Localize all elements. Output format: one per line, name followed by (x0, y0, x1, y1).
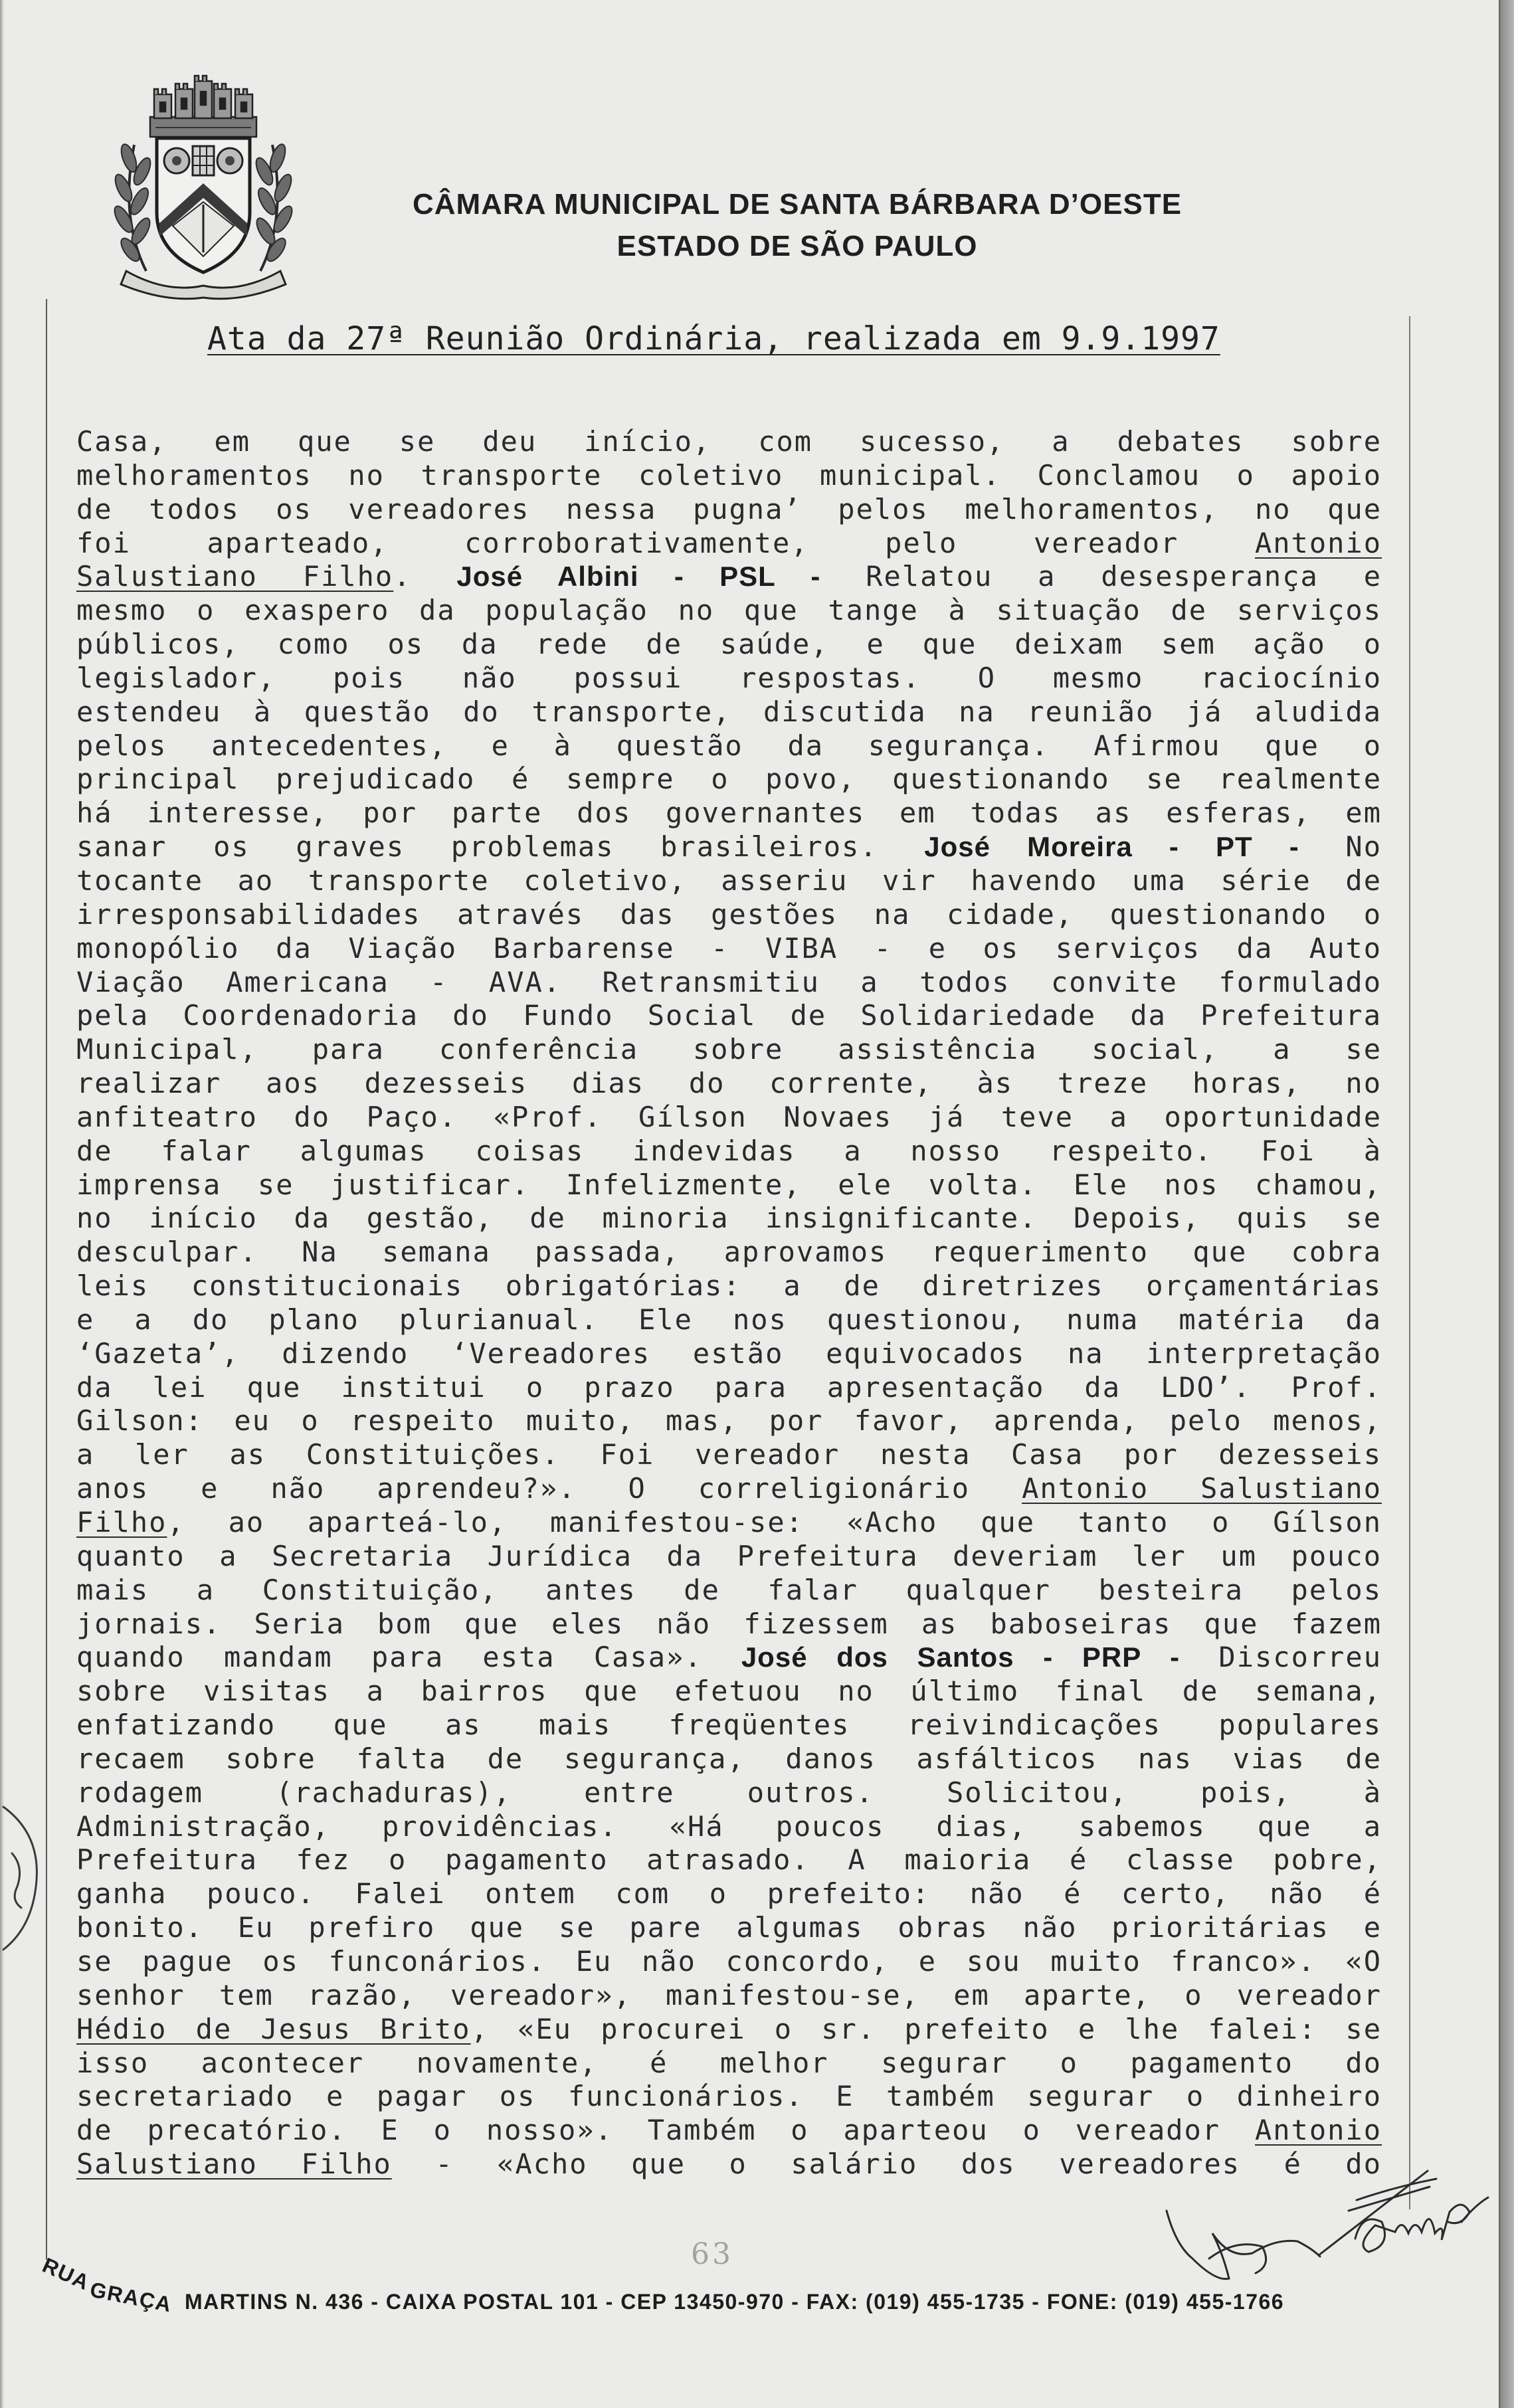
body-line (76, 2047, 1382, 2081)
line-text: rodagem (rachaduras), entre outros. Solicitou, pois, à (76, 1776, 1382, 1809)
line-text: no início da gestão, de minoria insignificante. Depois, quis se (76, 1202, 1382, 1235)
line-text: públicos, como os da rede de saúde, e que deixam sem ação o (76, 628, 1382, 661)
line-text: tocante ao transporte coletivo, asseriu vir havendo uma série de (76, 864, 1382, 897)
body-line (76, 932, 1382, 966)
page-edge-left (0, 0, 4, 2408)
left-margin-rule (46, 299, 47, 2260)
body-line (76, 1675, 1382, 1709)
line-text: Prefeitura fez o pagamento atrasado. A maioria é classe pobre, (76, 1843, 1382, 1877)
coat-of-arms-logo (100, 72, 307, 301)
body-line (76, 1404, 1382, 1438)
line-text: há interesse, por parte dos governantes em todas as esferas, em (76, 796, 1382, 830)
body-line (76, 1168, 1382, 1202)
body-line (76, 1303, 1382, 1337)
line-text: a ler as Constituições. Foi vereador nesta Casa por dezesseis (76, 1438, 1382, 1471)
body-line (76, 1608, 1382, 1641)
underlined-name: Salustiano Filho (76, 560, 394, 593)
underlined-name: Salustiano Filho (76, 2148, 392, 2181)
left-branch (111, 142, 153, 271)
body-line (76, 459, 1382, 493)
body-line (76, 1742, 1382, 1776)
body-line (76, 1540, 1382, 1574)
body-line (76, 763, 1382, 796)
line-text: leis constitucionais obrigatórias: a de diretrizes orçamentárias (76, 1269, 1382, 1303)
body-line (76, 1337, 1382, 1371)
body-line (76, 729, 1382, 763)
line-text: Relatou a desesperança e (820, 560, 1382, 593)
body-line (76, 966, 1382, 1000)
handwritten-signature (1129, 2159, 1501, 2312)
state-name: ESTADO DE SÃO PAULO (616, 230, 978, 262)
body-line (76, 898, 1382, 932)
body-line (76, 1472, 1382, 1506)
body-line (76, 2013, 1382, 2047)
line-text: , ao aparteá-lo, manifestou-se: «Acho que tanto o Gílson (167, 1506, 1382, 1538)
body-line (76, 628, 1382, 662)
line-text: Municipal, para conferência sobre assistência social, a se (76, 1033, 1382, 1066)
body-line (76, 1945, 1382, 1979)
mural-crown (150, 76, 256, 137)
right-branch (253, 142, 296, 271)
speaker-name: José Albini - PSL - (456, 561, 821, 593)
underlined-name: Antonio (1254, 2114, 1382, 2147)
line-text: Viação Americana - AVA. Retransmitiu a todos convite formulado (76, 965, 1382, 998)
line-text: sanar os graves problemas brasileiros. (76, 830, 925, 864)
line-text: bonito. Eu prefiro que se pare algumas obras não prioritárias e (76, 1911, 1382, 1944)
line-text: realizar aos dezesseis dias do corrente, às treze horas, no (76, 1067, 1382, 1100)
line-text: anos e não aprendeu?». O correligionário (76, 1472, 1022, 1505)
body-line (76, 662, 1382, 695)
line-text: ganha pouco. Falei ontem com o prefeito: não é certo, não é (76, 1877, 1382, 1910)
body-line (76, 1810, 1382, 1844)
underlined-name: Hédio de Jesus Brito (76, 2012, 471, 2045)
body-line (76, 1877, 1382, 1911)
body-line (76, 594, 1382, 628)
body-line (76, 527, 1382, 561)
speaker-name: José dos Santos - PRP - (741, 1641, 1181, 1673)
line-text: senhor tem razão, vereador», manifestou-se, em aparte, o vereador (76, 1978, 1382, 2011)
body-line (76, 1776, 1382, 1810)
signature-stroke (1355, 2197, 1488, 2252)
document-title: Ata da 27ª Reunião Ordinária, realizada em 9.9.1997 (207, 320, 1220, 357)
body-line (76, 1506, 1382, 1540)
line-text: imprensa se justificar. Infelizmente, ele volta. Ele nos chamou, (76, 1168, 1382, 1201)
line-text: isso acontecer novamente, é melhor segurar o pagamento do (76, 2046, 1382, 2079)
minutes-body (76, 425, 1382, 2181)
line-text: Gilson: eu o respeito muito, mas, por favor, aprenda, pelo menos, (76, 1404, 1382, 1437)
line-text: melhoramentos no transporte coletivo municipal. Conclamou o apoio (76, 458, 1382, 492)
body-line (76, 864, 1382, 898)
body-line (76, 2080, 1382, 2114)
line-text: principal prejudicado é sempre o povo, questionando se realmente (76, 763, 1382, 796)
line-text: mais a Constituição, antes de falar qualquer besteira pelos (76, 1573, 1382, 1606)
body-line (76, 1843, 1382, 1877)
underlined-name: Antonio (1254, 526, 1382, 559)
body-line (76, 1135, 1382, 1168)
line-text: de todos os vereadores nessa pugna’ pelos melhoramentos, no que (76, 492, 1382, 525)
line-text: desculpar. Na semana passada, aprovamos requerimento que cobra (76, 1236, 1382, 1269)
body-line (76, 1574, 1382, 1608)
body-line (76, 1067, 1382, 1101)
body-line (76, 493, 1382, 527)
underlined-name: Filho (76, 1506, 167, 1538)
right-margin-rule (1409, 316, 1410, 2209)
line-text: irresponsabilidades através das gestões na cidade, questionando o (76, 897, 1382, 931)
shield (157, 138, 250, 272)
line-text: enfatizando que as mais freqüentes reivindicações populares (76, 1709, 1382, 1742)
line-text: Casa, em que se deu início, com sucesso, a debates sobre (76, 425, 1382, 458)
underlined-name: Antonio Salustiano (1022, 1472, 1382, 1505)
line-text: quanto a Secretaria Jurídica da Prefeitura deveriam ler um pouco (76, 1539, 1382, 1572)
line-text: ‘Gazeta’, dizendo ‘Vereadores estão equivocados na interpretação (76, 1337, 1382, 1370)
institution-name: CÂMARA MUNICIPAL DE SANTA BÁRBARA D’OESTE (412, 188, 1183, 221)
signature-stroke (1209, 2245, 1266, 2273)
line-text: de falar algumas coisas indevidas a nosso respeito. Foi à (76, 1134, 1382, 1167)
line-text: Administração, providências. «Há poucos dias, sabemos que a (76, 1809, 1382, 1843)
footer-address-word-2: GRAÇA (88, 2277, 174, 2317)
page-edge-right (1499, 0, 1514, 2408)
signature-stroke (1349, 2179, 1436, 2211)
body-line (76, 1371, 1382, 1405)
body-line (76, 999, 1382, 1033)
line-text: foi aparteado, corroborativamente, pelo vereador (76, 526, 1255, 559)
line-text: Discorreu (1180, 1641, 1382, 1674)
line-text: . (393, 560, 457, 593)
body-line (76, 695, 1382, 729)
line-text: pelos antecedentes, e à questão da segurança. Afirmou que o (76, 729, 1382, 762)
body-line (76, 796, 1382, 830)
line-text: - «Acho que o salário dos vereadores é do (391, 2148, 1382, 2181)
footer-address-word-1: RUA (39, 2253, 94, 2295)
line-text: mesmo o exaspero da população no que tange à situação de serviços (76, 594, 1382, 627)
body-line (76, 1979, 1382, 2013)
line-text: sobre visitas a bairros que efetuou no último final de semana, (76, 1675, 1382, 1708)
line-text: secretariado e pagar os funcionários. E também segurar o dinheiro (76, 2080, 1382, 2113)
body-line (76, 2114, 1382, 2148)
speaker-name: José Moreira - PT - (924, 831, 1299, 863)
line-text: recaem sobre falta de segurança, danos asfálticos nas vias de (76, 1742, 1382, 1775)
body-line (76, 425, 1382, 459)
line-text: No (1299, 830, 1382, 864)
body-line (76, 1033, 1382, 1067)
body-line (76, 1641, 1382, 1675)
line-text: da lei que institui o prazo para apresentação da LDO’. Prof. (76, 1370, 1382, 1404)
line-text: pela Coordenadoria do Fundo Social de Solidariedade da Prefeitura (76, 999, 1382, 1032)
body-line (76, 1709, 1382, 1742)
margin-handwritten-mark (0, 1794, 47, 1960)
body-line (76, 1438, 1382, 1472)
line-text: de precatório. E o nosso». Também o aparteou o vereador (76, 2114, 1255, 2147)
body-line (76, 830, 1382, 864)
line-text: monopólio da Viação Barbarense - VIBA - e os serviços da Auto (76, 931, 1382, 965)
body-line (76, 1269, 1382, 1303)
body-line (76, 1101, 1382, 1135)
page-number: 63 (691, 2237, 733, 2271)
line-text: e a do plano plurianual. Ele nos questionou, numa matéria da (76, 1303, 1382, 1336)
body-line (76, 1236, 1382, 1269)
footer-address: MARTINS N. 436 - CAIXA POSTAL 101 - CEP 13450-970 - FAX: (019) 455-1735 - FONE: (019) 455-1766 (185, 2290, 1285, 2314)
ribbon (121, 271, 286, 299)
line-text: se pague os funconários. Eu não concordo, e sou muito franco». «O (76, 1944, 1382, 1978)
body-line (76, 1911, 1382, 1945)
line-text: quando mandam para esta Casa». (76, 1641, 741, 1674)
line-text: anfiteatro do Paço. «Prof. Gílson Novaes já teve a oportunidade (76, 1100, 1382, 1133)
body-line (76, 560, 1382, 594)
body-line (76, 1202, 1382, 1236)
line-text: legislador, pois não possui respostas. O mesmo raciocínio (76, 661, 1382, 694)
line-text: , «Eu procurei o sr. prefeito e lhe falei: se (470, 2012, 1382, 2045)
line-text: jornais. Seria bom que eles não fizessem as baboseiras que fazem (76, 1607, 1382, 1640)
line-text: estendeu à questão do transporte, discutida na reunião já aludida (76, 695, 1382, 728)
